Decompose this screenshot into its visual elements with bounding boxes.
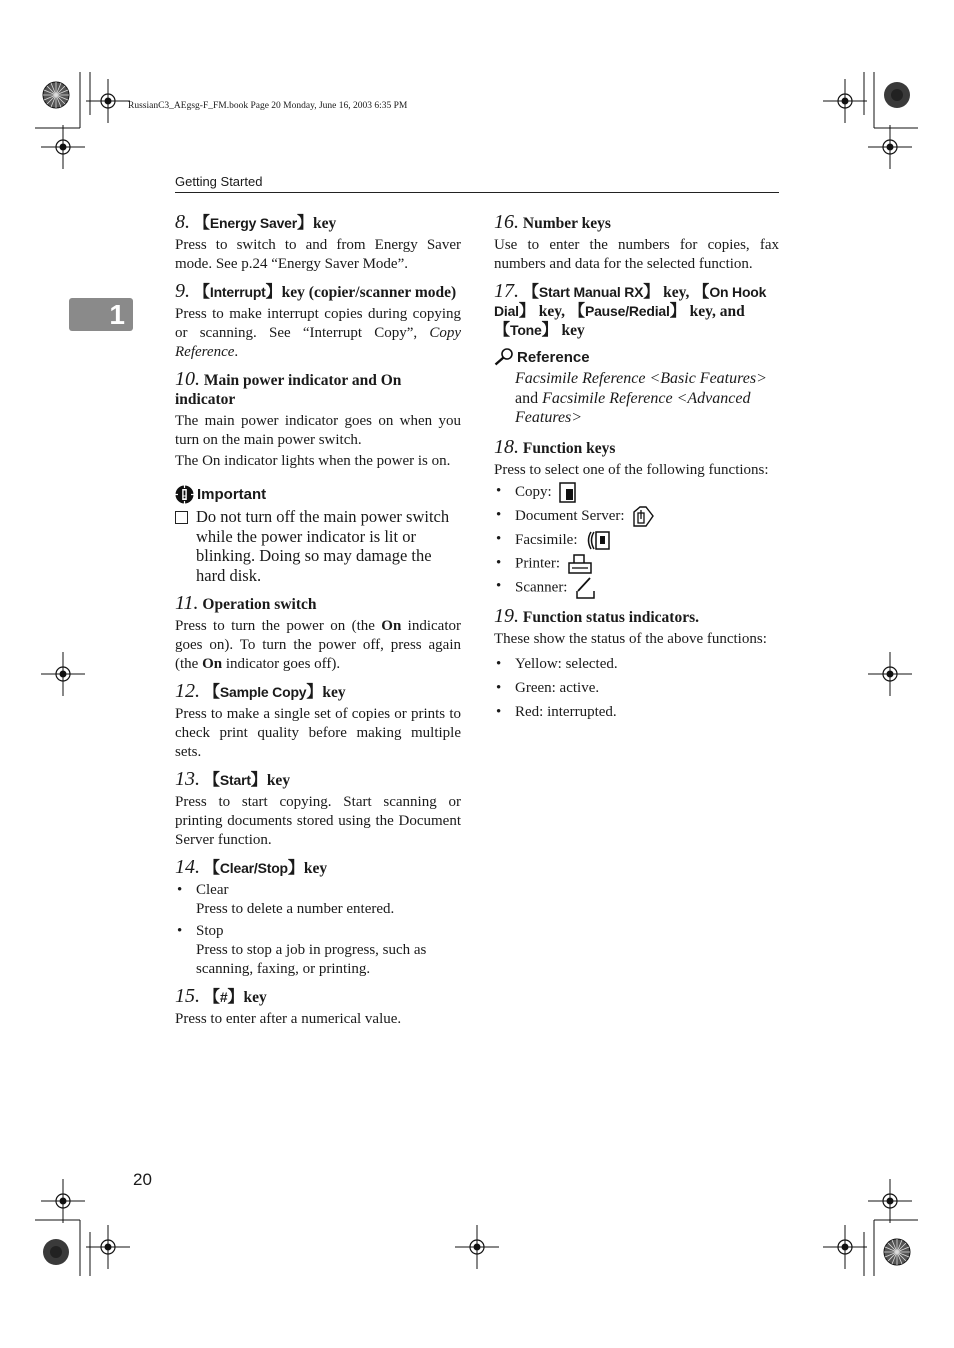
list-item: • Green: active. xyxy=(494,679,779,698)
bullet-list xyxy=(175,881,461,979)
item-clear-stop xyxy=(175,858,461,979)
running-head: Getting Started xyxy=(175,174,263,189)
item-heading: 12. 【Sample Copy】key xyxy=(175,680,346,702)
item-heading: 8. 【Energy Saver】key xyxy=(175,211,337,233)
item-heading: 14. 【Clear/Stop】key xyxy=(175,856,328,878)
document-server-icon xyxy=(632,506,654,527)
item-operation-switch xyxy=(175,594,461,674)
page-number: 20 xyxy=(133,1170,152,1189)
item-sample-copy xyxy=(175,682,461,762)
status-list xyxy=(494,655,779,722)
item-fax-keys xyxy=(494,282,779,340)
item-body: Press to enter after a numerical value. xyxy=(175,1011,402,1027)
item-body: Use to enter the numbers for copies, fax numbers and data for the selected function. xyxy=(494,237,779,272)
item-body: Press to make interrupt copies during copying or scanning. See “Interrupt Copy”, Copy Reference. xyxy=(175,306,461,360)
list-item: • Scanner: xyxy=(494,577,779,599)
item-main-power-indicator xyxy=(175,370,461,471)
item-heading: 11. Operation switch xyxy=(175,592,317,614)
item-body: Press to start copying. Start scanning or printing documents stored using the Document Server function. xyxy=(175,794,461,848)
facsimile-icon xyxy=(585,530,611,551)
key-label: Interrupt xyxy=(209,284,266,300)
item-heading: 17. 【Start Manual RX】 key, 【On Hook Dial】 key, 【Pause/Redial】 key, and 【Tone】 key xyxy=(494,280,767,339)
right-column xyxy=(494,213,779,730)
reference-title: Reference xyxy=(494,348,779,366)
item-heading: 16. Number keys xyxy=(494,211,611,233)
function-list xyxy=(494,482,779,599)
item-body: The main power indicator goes on when you turn on the main power switch. xyxy=(175,413,461,448)
item-body: Press to select one of the following functions: xyxy=(494,461,769,478)
important-item: Do not turn off the main power switch while the power indicator is lit or blinking. Doing so may damage the hard disk. xyxy=(175,507,461,585)
item-interrupt xyxy=(175,282,461,362)
magnifier-icon xyxy=(494,348,514,366)
item-body: The On indicator lights when the power is on. xyxy=(175,453,451,469)
item-hash xyxy=(175,987,461,1029)
reference-note xyxy=(494,348,779,428)
item-heading: 15. 【#】key xyxy=(175,985,267,1007)
chapter-tab-number: 1 xyxy=(109,299,125,330)
checkbox-icon xyxy=(175,511,188,524)
scanner-icon xyxy=(575,577,595,599)
list-item: • Facsimile: xyxy=(494,530,779,551)
item-heading: 10. Main power indicator and On indicator xyxy=(175,368,402,408)
item-body: Press to turn the power on (the On indicator goes on). To turn the power off, press again (the On indicator goes off). xyxy=(175,618,461,672)
item-heading: 9. 【Interrupt】key (copier/scanner mode) xyxy=(175,280,457,302)
item-energy-saver xyxy=(175,213,461,274)
copy-icon xyxy=(559,482,576,503)
list-item: • Clear Press to delete a number entered. xyxy=(175,881,461,919)
item-body: Press to switch to and from Energy Saver mode. See p.24 “Energy Saver Mode”. xyxy=(175,237,461,272)
list-item: • Yellow: selected. xyxy=(494,655,779,674)
key-label: Clear/Stop xyxy=(219,860,288,876)
item-number-keys xyxy=(494,213,779,274)
list-item: • Printer: xyxy=(494,554,779,574)
key-label: Sample Copy xyxy=(219,684,307,700)
file-slug: RussianC3_AEgsg-F_FM.book Page 20 Monday, June 16, 2003 6:35 PM xyxy=(128,101,408,111)
header-rule xyxy=(175,192,779,193)
important-icon xyxy=(175,485,194,504)
list-item: • Copy: xyxy=(494,482,779,503)
key-label: Start xyxy=(219,772,251,788)
item-start xyxy=(175,770,461,850)
item-body: These show the status of the above functions: xyxy=(494,630,767,647)
item-function-status xyxy=(494,604,779,722)
important-title: Important xyxy=(175,485,461,504)
list-item: • Document Server: xyxy=(494,506,779,527)
printer-icon xyxy=(568,554,592,574)
key-label: Energy Saver xyxy=(209,215,297,231)
item-body: Press to make a single set of copies or prints to check print quality before making multiple sets. xyxy=(175,706,461,760)
list-item: • Stop Press to stop a job in progress, such as scanning, faxing, or printing. xyxy=(175,922,461,979)
important-note xyxy=(175,485,461,585)
left-column xyxy=(175,213,461,1037)
chapter-tab xyxy=(69,298,133,331)
item-function-keys xyxy=(494,435,779,599)
list-item: • Red: interrupted. xyxy=(494,703,779,722)
item-heading: 18. Function keys xyxy=(494,435,616,458)
item-heading: 19. Function status indicators. xyxy=(494,604,699,627)
item-heading: 13. 【Start】key xyxy=(175,768,291,790)
reference-text: Facsimile Reference <Basic Features> and Facsimile Reference <Advanced Features> xyxy=(515,370,767,426)
key-label: # xyxy=(219,989,228,1005)
